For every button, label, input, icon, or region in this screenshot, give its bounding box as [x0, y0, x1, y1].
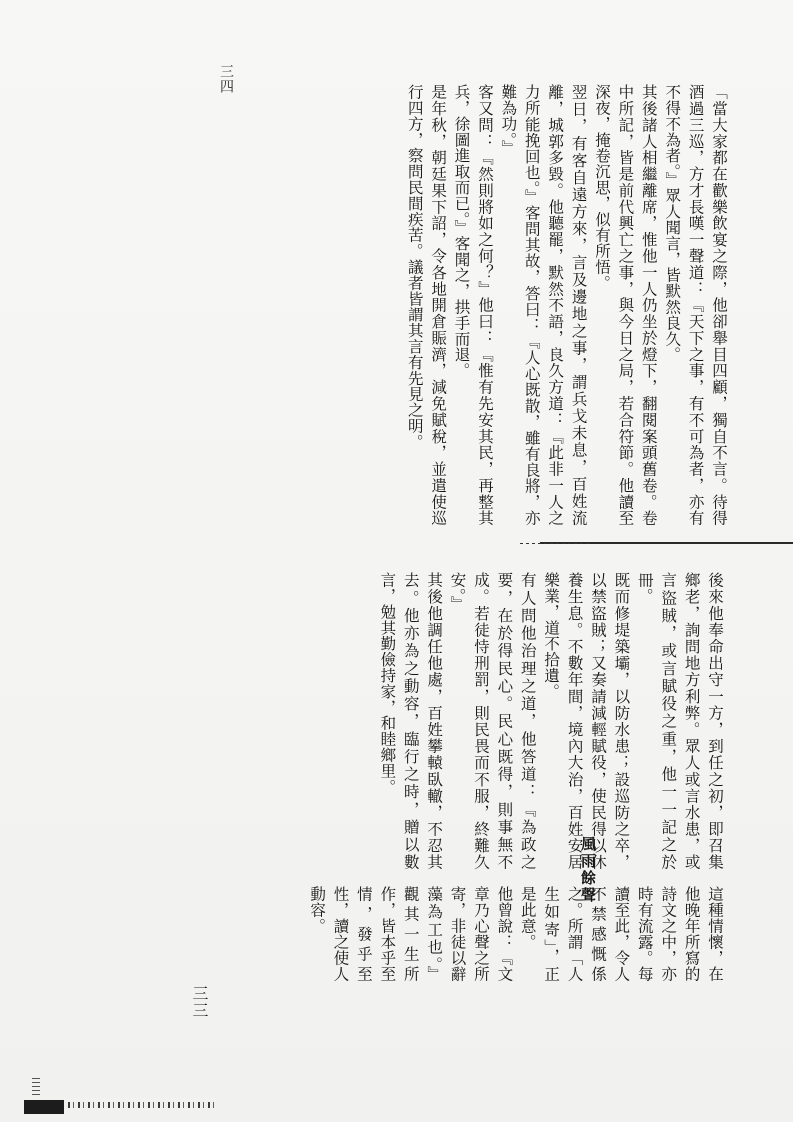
scan-corner-mark	[24, 1100, 64, 1114]
section-title: 風雨餘聲	[579, 836, 597, 904]
paragraph: 客又問：『然則將如之何？』他曰：『惟有先安其民，再整其兵，徐圖進取而已。』客聞之，拱手而退。	[452, 84, 494, 526]
paragraph: 翌日，有客自遠方來，言及邊地之事，謂兵戈未息，百姓流離，城郭多毀。他聽罷，默然不語，良久方道：『此非一人之力所能挽回也。』客問其故，答曰：『人心既散，雖有良將，亦難為功。』	[499, 84, 588, 526]
paragraph: 有人問他治理之道，他答道：『為政之要，在於得民心。民心既得，則事無不成。若徒恃刑罰，則民畏而不服，終難久安。』	[448, 572, 537, 870]
paragraph: 後來他奉命出守一方，到任之初，即召集鄉老，詢問地方利弊。眾人或言水患，或言盜賊，或言賦役之重，他一一記之於冊。	[635, 572, 724, 870]
paragraph: 這種情懷，在他晚年所寫的詩文之中，亦時有流露。每讀至此，令人不禁感慨係之。所謂「人生如寄」，正是此意。	[518, 886, 724, 982]
paragraph: 是年秋，朝廷果下詔，令各地開倉賑濟，減免賦稅，並遣使巡行四方，察問民間疾苦。議者皆謂其言有先見之明。	[405, 84, 448, 526]
page-number-top: 三四	[218, 64, 234, 94]
paragraph: 其後他調任他處，百姓攀轅臥轍，不忍其去。他亦為之動容，臨行之時，贈以數言，勉其勤儉持家，和睦鄉里。	[378, 572, 444, 870]
paragraph: 既而修堤築壩，以防水患；設巡防之卒，以禁盜賊；又奏請減輕賦役，使民得以休養生息。不數年間，境內大治，百姓安居樂業，道不拾遺。	[542, 572, 631, 870]
paragraph: 其後諸人相繼離席，惟他一人仍坐於燈下，翻閱案頭舊卷。卷中所記，皆是前代興亡之事，與今日之局，若合符節。他讀至深夜，掩卷沉思，似有所悟。	[592, 84, 658, 526]
text-block-middle	[80, 572, 726, 870]
paragraph: 「當大家都在歡樂飲宴之際，他卻舉目四顧，獨自不言。待得酒過三巡，方才長嘆一聲道：『天下之事，有不可為者，亦有不得不為者。』眾人聞言，皆默然良久。	[663, 84, 728, 526]
text-block-lower	[180, 886, 726, 982]
page-number-bottom: 三三	[190, 985, 209, 1019]
text-block-upper	[98, 84, 730, 526]
scan-artifact-line	[0, 538, 793, 548]
paragraph: 他曾說：『文章乃心聲之所寄，非徒以辭藻為工也。』觀其一生所作，皆本乎至情，發乎至性，讀之使人動容。	[308, 886, 514, 982]
